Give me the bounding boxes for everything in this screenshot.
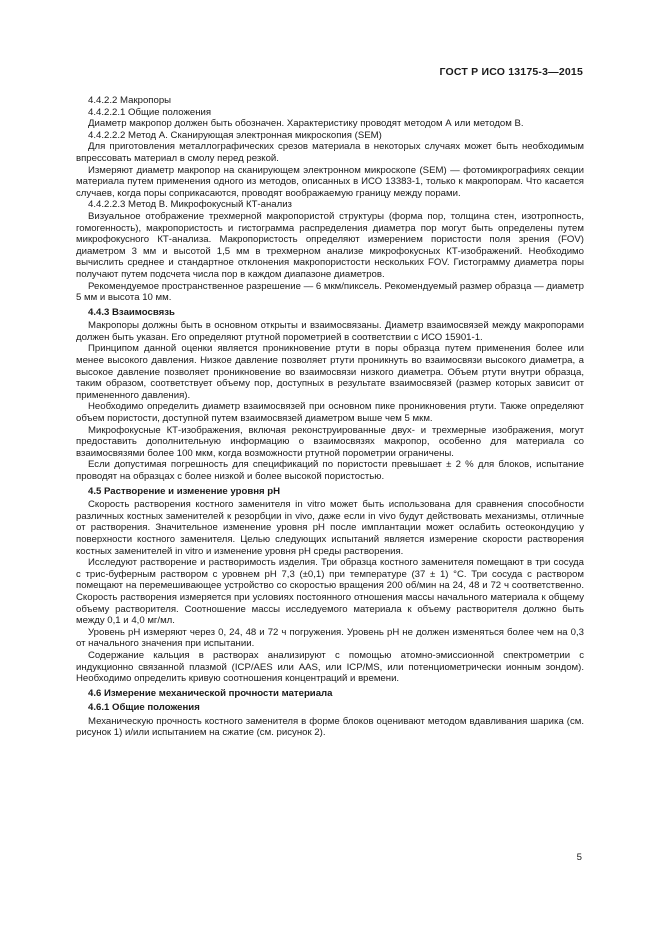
paragraph: Диаметр макропор должен быть обозначен. Характеристику проводят методом А или методом В. bbox=[88, 118, 524, 130]
page-number: 5 bbox=[576, 852, 582, 863]
paragraph: Микрофокусные КТ-изображения, включая реконструированные двух- и трехмерные изображения, могут предоставить дополнительную информацию о взаимосвязях макропор, особенно для материала со взаимосвязями более 100 мкм, когда возможности ртутной порометрии ограничены. bbox=[76, 424, 584, 459]
paragraph: Измеряют диаметр макропор на сканирующем электронном микроскопе (SEM) — фотомикрографиях секции материала путем применения одного из методов, описанных в ИСО 13383-1, только к макропорам. Что касается случаев, когда поры соприкасаются, проводят воображаемую границу между порами. bbox=[76, 164, 585, 199]
section-4-6-heading: 4.6 Измерение механической прочности материала bbox=[88, 687, 333, 699]
paragraph: Визуальное отображение трехмерной макропористой структуры (форма пор, толщина стен, изотропность, гомогенность), макропористость и гистограмма распределения диаметра пор могут быть определены путем микрофокусного КТ-анализа. Макропористость определяют измерением пористости поля зрения (FOV) диаметром 3 мм и высотой 1,5 мм в трехмерном анализе микрофокусных КТ-изображений. Необходимо вычислить среднее и стандартное отклонения макропористости нескольких FOV. Гистограмму диаметра поры получают путем подсчета числа пор в каждом диапазоне диаметров. bbox=[76, 210, 584, 280]
paragraph: Необходимо определить диаметр взаимосвязей при основном пике проникновения ртути. Также определяют объем пористости, доступной путем взаимосвязей диаметром выше чем 5 мкм. bbox=[76, 401, 584, 425]
section-4-4-2-2-1-heading: 4.4.2.2.1 Общие положения bbox=[88, 106, 212, 118]
paragraph: Макропоры должны быть в основном открыты и взаимосвязаны. Диаметр взаимосвязей между макропорами должен быть указан. Его определяют ртутной порометрией в соответствии с ИСО 15901-1. bbox=[76, 320, 584, 343]
section-4-4-3-heading: 4.4.3 Взаимосвязь bbox=[88, 306, 175, 318]
paragraph: Рекомендуемое пространственное разрешение — 6 мкм/пиксель. Рекомендуемый размер образца — диаметр 5 мм и высота 10 мм. bbox=[76, 280, 584, 304]
document-body bbox=[76, 95, 584, 739]
paragraph: Для приготовления металлографических срезов материала в некоторых случаях может быть необходимым впрессовать материал в смолу перед резкой. bbox=[76, 141, 584, 164]
paragraph: Уровень pH измеряют через 0, 24, 48 и 72 ч погружения. Уровень pH не должен изменяться более чем на 0,3 от начального значения при испытании. bbox=[76, 626, 584, 650]
document-code-header: ГОСТ Р ИСО 13175-3—2015 bbox=[439, 66, 583, 78]
section-4-6-1-heading: 4.6.1 Общие положения bbox=[88, 702, 200, 714]
paragraph: Механическую прочность костного заменителя в форме блоков оценивают методом вдавливания шарика (см. рисунок 1) и/или испытанием на сжатие (см. рисунок 2). bbox=[76, 715, 584, 739]
paragraph: Принципом данной оценки является проникновение ртути в поры образца путем применения более или менее высокого давления. Низкое давление позволяет ртути проникнуть во взаимосвязи высокого диаметра, а высокое давление позволяет проникновение во взаимосвязи низкого диаметра. Объем ртути внутри образца, таким образом, соответствует объему пор, доступных в результате взаимосвязей (размер которых зависит от примененного давления). bbox=[76, 343, 584, 401]
paragraph: Скорость растворения костного заменителя in vitro может быть использована для сравнения способности различных костных заменителей к резорбции in vivo, даже если in vivo будут действовать механизмы, отличные от растворения. Значительное изменение уровня pH после имплантации может ослабить остеокондуцию у поверхности костного заменителя. Целью следующих испытаний является измерение скорости растворения костных заменителей in vitro и изменение уровня pH среды растворения. bbox=[76, 499, 584, 557]
section-4-4-2-2-3-heading: 4.4.2.2.3 Метод В. Микрофокусный КТ-анализ bbox=[88, 199, 292, 211]
paragraph: Содержание кальция в растворах анализируют с помощью атомно-эмиссионной спектрометрии с индукционно связанной плазмой (ICP/AES или AAS, или ICP/MS, или потенциометрически ионным зондом). Необходимо определить кривую соотношения концентраций и времени. bbox=[76, 649, 584, 685]
paragraph: Исследуют растворение и растворимость изделия. Три образца костного заменителя помещают в три сосуда с трис-буферным раствором с уровнем pH 7,3 (±0,1) при температуре (37 ± 1) °С. Три сосуда с раствором помещают на перемешивающее устройство со скоростью вращения 200 об/мин на 24, 48 и 72 ч соответственно. Скорость растворения измеряется при условиях постоянного отношения массы начального материала к общему объему растворителя. Соотношение массы исследуемого материала к объему растворителя должно быть между 0,1 и 4,0 мг/мл. bbox=[76, 557, 584, 627]
paragraph: Если допустимая погрешность для спецификаций по пористости превышает ± 2 % для блоков, испытание проводят на образцах с более низкой и более высокой пористостью. bbox=[76, 459, 584, 482]
section-4-4-2-2-heading: 4.4.2.2 Макропоры bbox=[88, 95, 172, 106]
section-4-5-heading: 4.5 Растворение и изменение уровня pH bbox=[88, 485, 281, 497]
section-4-4-2-2-2-heading: 4.4.2.2.2 Метод А. Сканирующая электронная микроскопия (SEM) bbox=[88, 129, 382, 141]
